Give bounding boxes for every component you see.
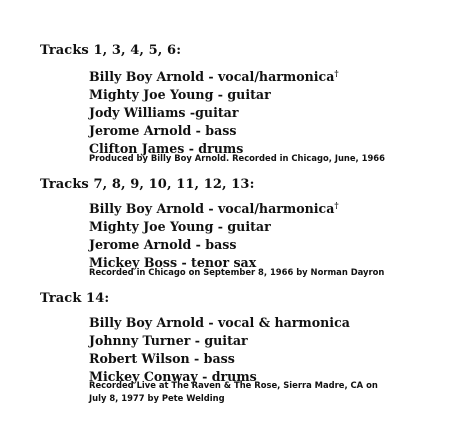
musician-line: Billy Boy Arnold - vocal/harmonica† — [89, 199, 339, 216]
musician-line: Johnny Turner - guitar — [89, 333, 248, 348]
musician-line: Mighty Joe Young - guitar — [89, 219, 271, 234]
credit-text-2: Recorded in Chicago on September 8, 1966 by Norman Dayron — [89, 267, 385, 277]
musician-line: Mickey Conway - drums — [89, 369, 257, 384]
musician-line: Billy Boy Arnold - vocal/harmonica† — [89, 67, 339, 84]
musician-list-3 — [89, 314, 350, 386]
musician-list-1 — [89, 68, 339, 158]
musician-line: Clifton James - drums — [89, 141, 244, 156]
section-title-1: Tracks 1, 3, 4, 5, 6: — [40, 43, 182, 58]
musician-line: Robert Wilson - bass — [89, 351, 235, 366]
section-title-3: Track 14: — [40, 291, 110, 306]
musician-list-2 — [89, 200, 339, 272]
musician-line: Mighty Joe Young - guitar — [89, 87, 271, 102]
musician-line: Jerome Arnold - bass — [89, 123, 237, 138]
musician-line: Billy Boy Arnold - vocal & harmonica — [89, 315, 350, 330]
credit-text-3: Recorded Live at The Raven & The Rose, Sierra Madre, CA on July 8, 1977 by Pete Welding — [89, 380, 378, 403]
credit-text-1: Produced by Billy Boy Arnold. Recorded in Chicago, June, 1966 — [89, 153, 385, 163]
section-title-2: Tracks 7, 8, 9, 10, 11, 12, 13: — [40, 177, 255, 192]
musician-line: Mickey Boss - tenor sax — [89, 255, 257, 270]
dagger-mark: † — [334, 199, 339, 210]
musician-line: Jerome Arnold - bass — [89, 237, 237, 252]
musician-line: Jody Williams -guitar — [89, 105, 239, 120]
dagger-mark: † — [334, 67, 339, 78]
